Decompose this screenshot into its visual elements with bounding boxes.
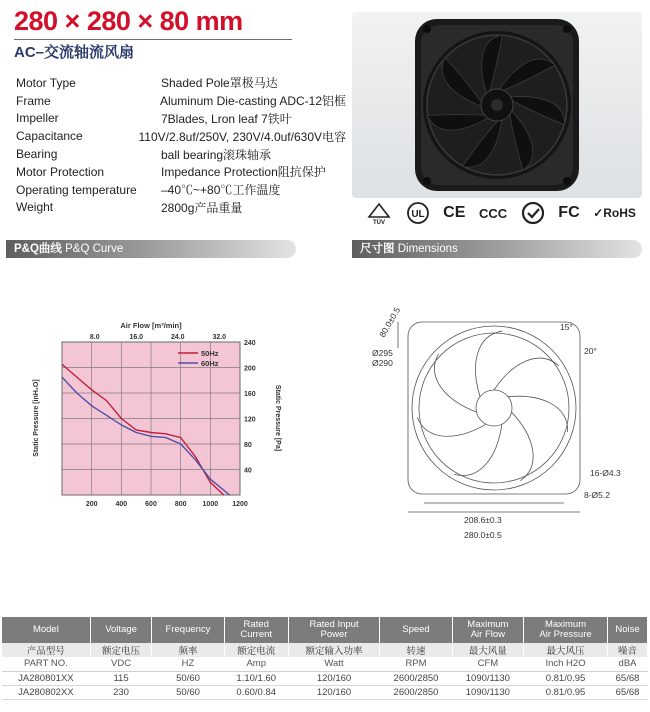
spec-row xyxy=(16,127,346,145)
zh-cell: 产品型号 xyxy=(2,643,90,657)
table-header-cell xyxy=(2,617,90,643)
y-right-tick-label: 240 xyxy=(244,340,256,347)
dim-outer-dia: Ø295 xyxy=(372,348,393,358)
table-cell: JA280801XX xyxy=(2,671,90,685)
table-row xyxy=(2,685,648,699)
table-unit-row xyxy=(2,657,648,671)
spec-label: Operating temperature xyxy=(16,182,137,197)
header-text: Maximum xyxy=(544,619,587,630)
table-cell: JA280802XX xyxy=(2,685,90,699)
dimensions-svg xyxy=(364,298,634,548)
spec-list xyxy=(16,74,346,216)
dim-mount-width: 208.6±0.3 xyxy=(464,515,502,525)
check-mark-icon xyxy=(521,201,545,225)
spec-label: Weight xyxy=(16,200,54,215)
spec-label: Impeller xyxy=(16,111,59,126)
section-header-dimensions xyxy=(352,240,642,258)
spec-row xyxy=(16,145,346,163)
table-cell: 230 xyxy=(90,685,152,699)
header-text: Frequency xyxy=(165,624,211,635)
spec-value: Aluminum Die-casting ADC-12铝框 xyxy=(159,94,346,109)
spec-row xyxy=(16,110,346,128)
y-axis-left-label: Static Pressure [inH₂O] xyxy=(33,379,40,457)
table-cell: 65/68 xyxy=(608,685,648,699)
inner-ring xyxy=(419,333,569,483)
zh-cell: 额定电压 xyxy=(90,643,152,657)
spec-row xyxy=(16,74,346,92)
zh-cell: 额定输入功率 xyxy=(288,643,380,657)
fc-mark-icon: FC xyxy=(558,204,580,221)
y-right-tick-label: 40 xyxy=(244,467,252,475)
rohs-mark-icon: ✓RoHS xyxy=(593,206,636,220)
legend-label-50hz: 50Hz xyxy=(201,349,219,358)
tuv-mark-text: TÜV xyxy=(373,220,385,225)
product-photo xyxy=(352,12,642,198)
zh-cell: 转速 xyxy=(380,643,452,657)
unit-cell: Inch H2O xyxy=(524,657,608,671)
tuv-mark-icon xyxy=(366,201,392,225)
spec-row xyxy=(16,92,346,110)
blade xyxy=(431,349,477,420)
section-header-pq-en: P&Q Curve xyxy=(65,243,124,255)
spec-row xyxy=(16,199,346,217)
frame-outline xyxy=(408,322,580,494)
table-cell: 1090/1130 xyxy=(452,685,523,699)
table-header-cell xyxy=(524,617,608,643)
spec-value: ball bearing滚珠轴承 xyxy=(161,147,272,162)
x-tick-label: 1200 xyxy=(232,501,248,508)
zh-cell: 最大风量 xyxy=(452,643,523,657)
spec-label: Motor Protection xyxy=(16,164,105,179)
blade xyxy=(494,358,559,390)
x-top-tick-label: 24.0 xyxy=(170,334,185,341)
x-tick-label: 400 xyxy=(115,501,128,508)
blade xyxy=(508,377,574,448)
y-axis-right-label: Static Pressure [Pa] xyxy=(274,384,281,452)
x-tick-label: 800 xyxy=(174,501,187,508)
header-text: Speed xyxy=(402,624,430,635)
x-top-tick-label: 32.0 xyxy=(212,334,227,341)
table-cell: 120/160 xyxy=(288,685,380,699)
table-header-cell xyxy=(380,617,452,643)
spec-row xyxy=(16,181,346,199)
table-cell: 2600/2850 xyxy=(380,671,452,685)
table-header-row xyxy=(2,617,648,643)
dim-angle-15: 15° xyxy=(560,322,573,332)
y-right-tick-label: 120 xyxy=(244,416,256,424)
x-tick-label: 600 xyxy=(145,501,157,508)
table-cell: 50/60 xyxy=(152,671,224,685)
unit-cell: VDC xyxy=(90,657,152,671)
dim-angle-20: 20° xyxy=(584,346,597,356)
header-text: Model xyxy=(32,624,59,635)
table-cell: 2600/2850 xyxy=(380,685,452,699)
spec-label: Frame xyxy=(16,93,51,108)
header-text: Maximum xyxy=(467,619,509,630)
table-header-cell xyxy=(452,617,523,643)
header-text: Air Flow xyxy=(470,629,506,640)
header-text: Rated Input xyxy=(309,619,359,630)
unit-cell: CFM xyxy=(452,657,523,671)
table-header-cell xyxy=(90,617,152,643)
table-cell: 1090/1130 xyxy=(452,671,523,685)
header-text: Voltage xyxy=(105,624,137,635)
y-right-tick-label: 80 xyxy=(244,442,252,449)
x-top-tick-label: 16.0 xyxy=(129,334,144,341)
dim-holes-8: 8-Ø5.2 xyxy=(584,490,610,500)
outer-ring xyxy=(412,326,576,490)
ul-mark-icon xyxy=(406,201,430,225)
section-header-dim-en: Dimensions xyxy=(397,243,458,255)
hub xyxy=(476,390,512,426)
zh-cell: 频率 xyxy=(152,643,224,657)
unit-cell: Watt xyxy=(288,657,380,671)
spec-label: Motor Type xyxy=(16,75,76,90)
ul-mark-text: UL xyxy=(410,209,425,220)
dim-overall-width: 280.0±0.5 xyxy=(464,530,502,540)
ccc-mark-icon: CCC xyxy=(478,205,508,221)
blade xyxy=(455,326,521,397)
spec-value: 7Blades, Lron leaf 7铁叶 xyxy=(161,111,292,126)
table-cell: 50/60 xyxy=(152,685,224,699)
table-cell: 65/68 xyxy=(608,671,648,685)
pq-chart-svg xyxy=(28,310,286,525)
spec-label: Capacitance xyxy=(16,129,83,144)
spec-label: Bearing xyxy=(16,147,58,162)
pq-chart xyxy=(28,310,286,525)
spec-value: 2800g产品重量 xyxy=(161,200,243,215)
blade xyxy=(497,412,543,483)
blade xyxy=(414,396,486,453)
spec-value: –40℃~+80℃工作温度 xyxy=(161,183,281,198)
table-cell: 1.10/1.60 xyxy=(224,671,288,685)
table-cell: 115 xyxy=(90,671,152,685)
unit-cell: PART NO. xyxy=(2,657,90,671)
spec-value: Shaded Pole罩极马达 xyxy=(161,76,278,91)
spec-value: Impedance Protection阻抗保护 xyxy=(161,165,326,180)
product-title: 280 × 280 × 80 mm xyxy=(14,6,243,36)
dim-holes-16: 16-Ø4.3 xyxy=(590,468,621,478)
header-text: Power xyxy=(320,629,348,640)
spec-value: 110V/2.8uf/250V, 230V/4.0uf/630V电容 xyxy=(138,129,346,144)
table-header-cell xyxy=(288,617,380,643)
header-text: Air Pressure xyxy=(539,629,592,640)
table-cell: 0.81/0.95 xyxy=(524,671,608,685)
product-subtitle: AC–交流轴流风扇 xyxy=(14,44,135,61)
table-header-cell xyxy=(608,617,648,643)
table-cell: 0.60/0.84 xyxy=(224,685,288,699)
x-axis-top-label: Air Flow [m³/min] xyxy=(120,321,182,330)
specification-table xyxy=(2,617,648,700)
unit-cell: dBA xyxy=(608,657,648,671)
section-header-pq xyxy=(6,240,296,258)
dim-inner-dia: Ø290 xyxy=(372,358,393,368)
legend-label-60hz: 60Hz xyxy=(201,359,219,368)
unit-cell: HZ xyxy=(152,657,224,671)
header-text: Rated xyxy=(243,619,269,630)
fan-illustration xyxy=(352,12,642,198)
title-divider xyxy=(14,39,292,40)
y-right-tick-label: 160 xyxy=(244,391,256,398)
dimensions-drawing xyxy=(364,298,634,548)
unit-cell: Amp xyxy=(224,657,288,671)
x-top-tick-label: 8.0 xyxy=(89,334,100,341)
unit-cell: RPM xyxy=(380,657,452,671)
table-cell: 0.81/0.95 xyxy=(524,685,608,699)
x-tick-label: 200 xyxy=(85,501,98,508)
zh-cell: 最大风压 xyxy=(524,643,608,657)
table-zh-row xyxy=(2,643,648,657)
header-text: Current xyxy=(240,629,273,640)
section-header-dim-zh: 尺寸图 xyxy=(360,243,395,255)
table-row xyxy=(2,671,648,685)
table-header-cell xyxy=(152,617,224,643)
table-cell: 120/160 xyxy=(288,671,380,685)
table-header-cell xyxy=(224,617,288,643)
x-tick-label: 1000 xyxy=(202,501,219,508)
zh-cell: 额定电流 xyxy=(224,643,288,657)
section-header-pq-zh: P&Q曲线 xyxy=(14,243,62,255)
dim-depth: 80.0±0.5 xyxy=(377,305,403,339)
blade xyxy=(443,424,515,481)
zh-cell: 噪音 xyxy=(608,643,648,657)
spec-row xyxy=(16,163,346,181)
header-text: Noise xyxy=(615,624,640,635)
rohs-mark-text: RoHS xyxy=(603,206,636,220)
certification-marks xyxy=(366,200,636,226)
ce-mark-icon: CE xyxy=(443,204,466,221)
y-right-tick-label: 200 xyxy=(244,365,256,373)
